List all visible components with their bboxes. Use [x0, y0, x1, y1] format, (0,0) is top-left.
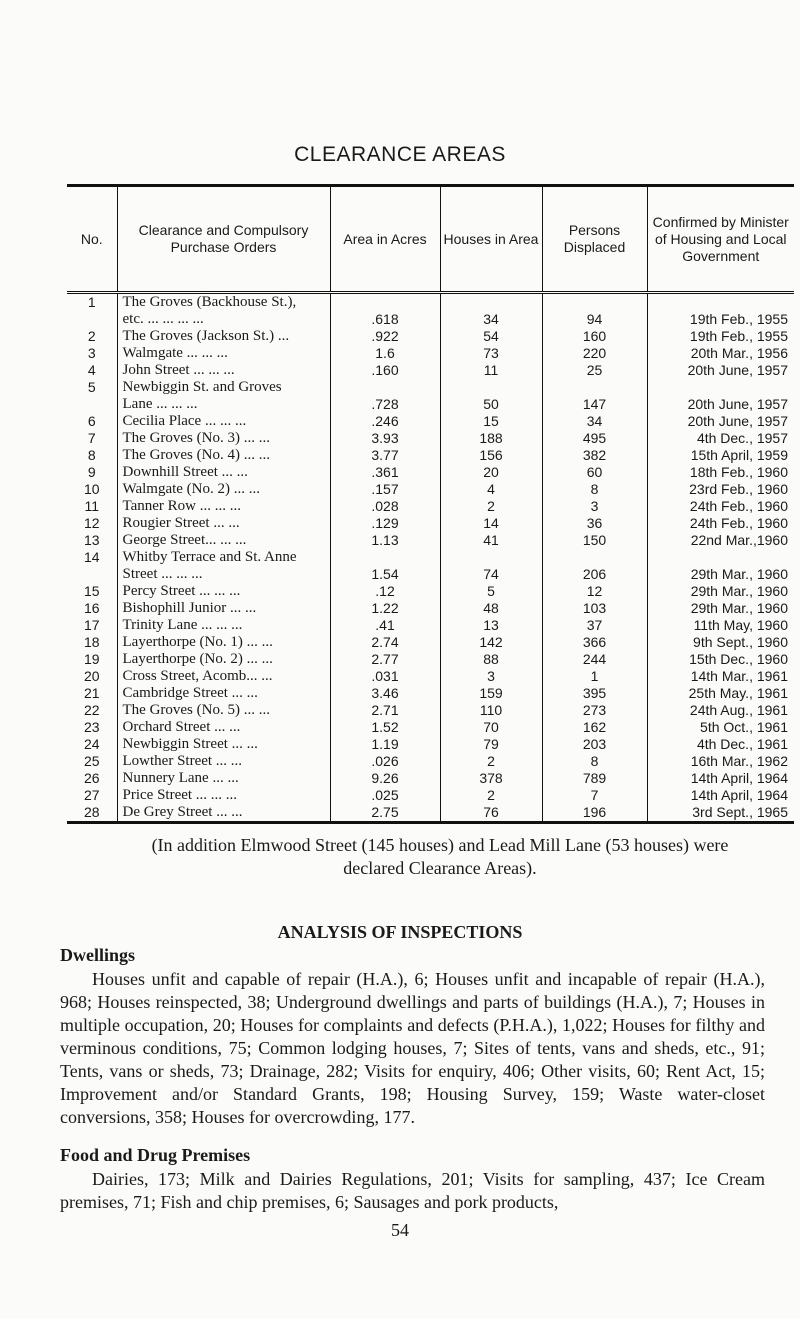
table-row — [67, 532, 794, 549]
order-name — [117, 293, 330, 329]
table-row — [67, 481, 794, 498]
confirmed-date: 15th Dec., 1960 — [647, 651, 794, 668]
confirmed-date: 3rd Sept., 1965 — [647, 804, 794, 823]
confirmed-date: 29th Mar., 1960 — [647, 600, 794, 617]
table-row — [67, 617, 794, 634]
order-name — [117, 549, 330, 583]
order-name — [117, 753, 330, 770]
confirmed-date: 20th Mar., 1956 — [647, 345, 794, 362]
area-acres: .026 — [330, 753, 440, 770]
order-name — [117, 532, 330, 549]
confirmed-date: 4th Dec., 1957 — [647, 430, 794, 447]
table-row — [67, 702, 794, 719]
order-name-line: Whitby Terrace and St. Anne — [122, 549, 297, 565]
confirmed-date: 24th Feb., 1960 — [647, 498, 794, 515]
houses-count: 4 — [440, 481, 542, 498]
confirmed-date: 11th May, 1960 — [647, 617, 794, 634]
persons-displaced: 150 — [542, 532, 647, 549]
order-name — [117, 770, 330, 787]
row-number: 20 — [83, 668, 100, 684]
page-title: CLEARANCE AREAS — [294, 143, 506, 166]
order-name-line: Layerthorpe (No. 1) ... ... — [122, 634, 273, 650]
houses-count: 3 — [440, 668, 542, 685]
persons-displaced: 60 — [542, 464, 647, 481]
order-name-line: Newbiggin St. and Groves — [122, 379, 282, 395]
houses-count: 110 — [440, 702, 542, 719]
persons-displaced: 8 — [542, 753, 647, 770]
table-row — [67, 719, 794, 736]
confirmed-date: 20th June, 1957 — [647, 362, 794, 379]
order-name-line: Cambridge Street ... ... — [122, 685, 258, 701]
order-name — [117, 600, 330, 617]
table-row — [67, 549, 794, 583]
clearance-note: (In addition Elmwood Street (145 houses) and Lead Mill Lane (53 houses) were declared Clearance Areas). — [151, 835, 729, 878]
table-row — [67, 600, 794, 617]
order-name-line: Downhill Street ... ... — [122, 464, 248, 480]
order-name — [117, 498, 330, 515]
table-row — [67, 413, 794, 430]
order-name — [117, 481, 330, 498]
table-row — [67, 293, 794, 329]
confirmed-date: 25th May., 1961 — [647, 685, 794, 702]
persons-displaced: 273 — [542, 702, 647, 719]
row-number: 14 — [83, 549, 100, 565]
order-name — [117, 719, 330, 736]
order-name-line: The Groves (No. 4) ... ... — [122, 447, 270, 463]
table-row — [67, 651, 794, 668]
order-name — [117, 345, 330, 362]
order-name — [117, 379, 330, 413]
order-name-line: etc. ... ... ... ... — [122, 311, 204, 327]
page-number: 54 — [391, 1220, 409, 1240]
clearance-table — [67, 184, 794, 824]
area-acres: 2.71 — [330, 702, 440, 719]
order-name-line: Tanner Row ... ... ... — [122, 498, 242, 514]
table-row — [67, 770, 794, 787]
order-name — [117, 651, 330, 668]
row-number: 4 — [87, 362, 96, 378]
houses-count: 156 — [440, 447, 542, 464]
order-name — [117, 447, 330, 464]
food-heading: Food and Drug Premises — [60, 1145, 251, 1165]
area-acres: 3.93 — [330, 430, 440, 447]
houses-count: 50 — [440, 379, 542, 413]
persons-displaced: 37 — [542, 617, 647, 634]
table-row — [67, 345, 794, 362]
persons-displaced: 366 — [542, 634, 647, 651]
area-acres: .025 — [330, 787, 440, 804]
houses-count: 48 — [440, 600, 542, 617]
area-acres: 2.75 — [330, 804, 440, 823]
houses-count: 88 — [440, 651, 542, 668]
table-row — [67, 634, 794, 651]
area-acres: .41 — [330, 617, 440, 634]
persons-displaced: 8 — [542, 481, 647, 498]
table-row — [67, 515, 794, 532]
area-acres: 1.13 — [330, 532, 440, 549]
order-name — [117, 515, 330, 532]
table-row — [67, 668, 794, 685]
houses-count: 2 — [440, 753, 542, 770]
area-acres: .12 — [330, 583, 440, 600]
dwellings-paragraph: Houses unfit and capable of repair (H.A.), 6; Houses unfit and incapable of repair (H.A.), 968; Houses reinspected, 38; Underground dwellings and parts of buildings (H.A.), 7; Houses in multiple occupation, 20; Houses for complaints and defects (P.H.A.), 1,022; Houses for filthy and verminous conditions, 75; Common lodging houses, 7; Sites of tents, vans and sheds, etc., 91; Tents, vans or sheds, 73; Drainage, 282; Visits for enquiry, 406; Other visits, 60; Rent Act, 15; Improvement and/or Standard Grants, 198; Housing Survey, 159; Waste water-closet conversions, 358; Houses for overcrowding, 177. — [60, 969, 765, 1127]
persons-displaced: 395 — [542, 685, 647, 702]
houses-count: 378 — [440, 770, 542, 787]
order-name-line: Street ... ... ... — [122, 566, 203, 582]
area-acres: 3.46 — [330, 685, 440, 702]
row-number: 24 — [83, 736, 100, 752]
table-row — [67, 379, 794, 413]
confirmed-date: 14th April, 1964 — [647, 787, 794, 804]
area-acres: .361 — [330, 464, 440, 481]
analysis-heading: ANALYSIS OF INSPECTIONS — [277, 922, 523, 942]
persons-displaced: 196 — [542, 804, 647, 823]
area-acres: 9.26 — [330, 770, 440, 787]
persons-displaced: 25 — [542, 362, 647, 379]
order-name-line: George Street... ... ... — [122, 532, 247, 548]
row-number: 1 — [87, 294, 96, 310]
area-acres: 1.52 — [330, 719, 440, 736]
area-acres: .157 — [330, 481, 440, 498]
persons-displaced: 34 — [542, 413, 647, 430]
confirmed-date: 9th Sept., 1960 — [647, 634, 794, 651]
order-name-line: Layerthorpe (No. 2) ... ... — [122, 651, 273, 667]
area-acres: .129 — [330, 515, 440, 532]
row-number: 2 — [87, 328, 96, 344]
table-row — [67, 447, 794, 464]
order-name — [117, 702, 330, 719]
persons-displaced: 220 — [542, 345, 647, 362]
row-number: 19 — [83, 651, 100, 667]
row-number: 18 — [83, 634, 100, 650]
table-row — [67, 753, 794, 770]
row-number: 28 — [67, 804, 117, 823]
header-acres: Area in Acres — [330, 186, 440, 293]
order-name — [117, 668, 330, 685]
confirmed-date: 5th Oct., 1961 — [647, 719, 794, 736]
persons-displaced: 36 — [542, 515, 647, 532]
area-acres: .246 — [330, 413, 440, 430]
area-acres: 2.77 — [330, 651, 440, 668]
houses-count: 13 — [440, 617, 542, 634]
order-name — [117, 430, 330, 447]
row-number: 16 — [83, 600, 100, 616]
header-persons: Persons Displaced — [542, 186, 647, 293]
confirmed-date: 4th Dec., 1961 — [647, 736, 794, 753]
houses-count: 70 — [440, 719, 542, 736]
houses-count: 142 — [440, 634, 542, 651]
houses-count: 2 — [440, 787, 542, 804]
order-name-line: Price Street ... ... ... — [122, 787, 238, 803]
order-name — [117, 804, 330, 823]
houses-count: 5 — [440, 583, 542, 600]
order-name — [117, 685, 330, 702]
persons-displaced: 162 — [542, 719, 647, 736]
row-number: 27 — [83, 787, 100, 803]
confirmed-date: 29th Mar., 1960 — [647, 583, 794, 600]
order-name-line: The Groves (Backhouse St.), — [122, 294, 297, 310]
order-name-line: The Groves (Jackson St.) ... — [122, 328, 290, 344]
header-orders: Clearance and Compulsory Purchase Orders — [117, 186, 330, 293]
persons-displaced: 12 — [542, 583, 647, 600]
confirmed-date: 24th Aug., 1961 — [647, 702, 794, 719]
houses-count: 11 — [440, 362, 542, 379]
confirmed-date: 14th Mar., 1961 — [647, 668, 794, 685]
houses-count: 20 — [440, 464, 542, 481]
persons-displaced: 789 — [542, 770, 647, 787]
row-number: 15 — [83, 583, 100, 599]
confirmed-date: 24th Feb., 1960 — [647, 515, 794, 532]
houses-count: 2 — [440, 498, 542, 515]
confirmed-date: 19th Feb., 1955 — [647, 328, 794, 345]
row-number: 6 — [87, 413, 96, 429]
order-name-line: Percy Street ... ... ... — [122, 583, 241, 599]
area-acres: .618 — [330, 293, 440, 329]
order-name-line: Walmgate (No. 2) ... ... — [122, 481, 261, 497]
table-row — [67, 362, 794, 379]
confirmed-date: 14th April, 1964 — [647, 770, 794, 787]
order-name-line: De Grey Street ... ... — [122, 804, 243, 820]
order-name-line: The Groves (No. 3) ... ... — [122, 430, 270, 446]
houses-count: 159 — [440, 685, 542, 702]
persons-displaced: 244 — [542, 651, 647, 668]
row-number: 13 — [83, 532, 100, 548]
table-row — [67, 583, 794, 600]
table-row — [67, 804, 794, 823]
row-number: 21 — [83, 685, 100, 701]
order-name-line: Cecilia Place ... ... ... — [122, 413, 247, 429]
table-row — [67, 498, 794, 515]
order-name-line: Orchard Street ... ... — [122, 719, 241, 735]
persons-displaced: 3 — [542, 498, 647, 515]
persons-displaced: 160 — [542, 328, 647, 345]
persons-displaced: 1 — [542, 668, 647, 685]
row-number: 3 — [87, 345, 96, 361]
food-paragraph: Dairies, 173; Milk and Dairies Regulations, 201; Visits for sampling, 437; Ice Cream premises, 71; Fish and chip premises, 6; Sausages and pork products, — [60, 1169, 765, 1212]
area-acres: .031 — [330, 668, 440, 685]
confirmed-date: 16th Mar., 1962 — [647, 753, 794, 770]
row-number: 11 — [84, 498, 100, 514]
persons-displaced: 7 — [542, 787, 647, 804]
table-row — [67, 328, 794, 345]
order-name — [117, 464, 330, 481]
order-name-line: Lane ... ... ... — [122, 396, 198, 412]
order-name — [117, 736, 330, 753]
confirmed-date: 29th Mar., 1960 — [647, 549, 794, 583]
order-name-line: John Street ... ... ... — [122, 362, 235, 378]
row-number: 23 — [83, 719, 100, 735]
persons-displaced: 94 — [542, 293, 647, 329]
table-row — [67, 685, 794, 702]
row-number: 25 — [83, 753, 100, 769]
area-acres: 1.19 — [330, 736, 440, 753]
order-name — [117, 362, 330, 379]
order-name-line: The Groves (No. 5) ... ... — [122, 702, 270, 718]
order-name — [117, 328, 330, 345]
order-name — [117, 583, 330, 600]
houses-count: 188 — [440, 430, 542, 447]
confirmed-date: 15th April, 1959 — [647, 447, 794, 464]
order-name-line: Trinity Lane ... ... ... — [122, 617, 243, 633]
area-acres: 2.74 — [330, 634, 440, 651]
row-number: 5 — [87, 379, 96, 395]
confirmed-date: 22nd Mar.,1960 — [647, 532, 794, 549]
order-name — [117, 787, 330, 804]
persons-displaced: 206 — [542, 549, 647, 583]
houses-count: 73 — [440, 345, 542, 362]
table-row — [67, 736, 794, 753]
houses-count: 76 — [440, 804, 542, 823]
confirmed-date: 20th June, 1957 — [647, 379, 794, 413]
row-number: 10 — [83, 481, 100, 497]
header-confirmed: Confirmed by Minister of Housing and Local Government — [647, 186, 794, 293]
houses-count: 14 — [440, 515, 542, 532]
confirmed-date: 23rd Feb., 1960 — [647, 481, 794, 498]
persons-displaced: 103 — [542, 600, 647, 617]
persons-displaced: 203 — [542, 736, 647, 753]
houses-count: 54 — [440, 328, 542, 345]
header-no: No. — [67, 186, 117, 293]
table-body — [67, 293, 794, 823]
header-houses: Houses in Area — [440, 186, 542, 293]
area-acres: 1.22 — [330, 600, 440, 617]
persons-displaced: 495 — [542, 430, 647, 447]
order-name — [117, 413, 330, 430]
table-header-row — [67, 186, 794, 293]
order-name — [117, 617, 330, 634]
table-row — [67, 430, 794, 447]
houses-count: 74 — [440, 549, 542, 583]
order-name-line: Newbiggin Street ... ... — [122, 736, 258, 752]
row-number: 12 — [83, 515, 100, 531]
area-acres: .160 — [330, 362, 440, 379]
area-acres: 1.54 — [330, 549, 440, 583]
order-name-line: Walmgate ... ... ... — [122, 345, 228, 361]
area-acres: 1.6 — [330, 345, 440, 362]
dwellings-heading: Dwellings — [60, 945, 136, 965]
row-number: 17 — [83, 617, 100, 633]
order-name-line: Nunnery Lane ... ... — [122, 770, 239, 786]
table-row — [67, 464, 794, 481]
area-acres: 3.77 — [330, 447, 440, 464]
row-number: 8 — [87, 447, 96, 463]
order-name-line: Lowther Street ... ... — [122, 753, 243, 769]
order-name — [117, 634, 330, 651]
row-number: 9 — [87, 464, 96, 480]
order-name-line: Rougier Street ... ... — [122, 515, 240, 531]
area-acres: .728 — [330, 379, 440, 413]
persons-displaced: 382 — [542, 447, 647, 464]
houses-count: 41 — [440, 532, 542, 549]
houses-count: 79 — [440, 736, 542, 753]
confirmed-date: 18th Feb., 1960 — [647, 464, 794, 481]
confirmed-date: 20th June, 1957 — [647, 413, 794, 430]
area-acres: .028 — [330, 498, 440, 515]
order-name-line: Cross Street, Acomb... ... — [122, 668, 273, 684]
houses-count: 34 — [440, 293, 542, 329]
row-number: 26 — [83, 770, 100, 786]
row-number: 22 — [83, 702, 100, 718]
table-row — [67, 787, 794, 804]
row-number: 7 — [87, 430, 96, 446]
confirmed-date: 19th Feb., 1955 — [647, 293, 794, 329]
persons-displaced: 147 — [542, 379, 647, 413]
houses-count: 15 — [440, 413, 542, 430]
order-name-line: Bishophill Junior ... ... — [122, 600, 257, 616]
area-acres: .922 — [330, 328, 440, 345]
